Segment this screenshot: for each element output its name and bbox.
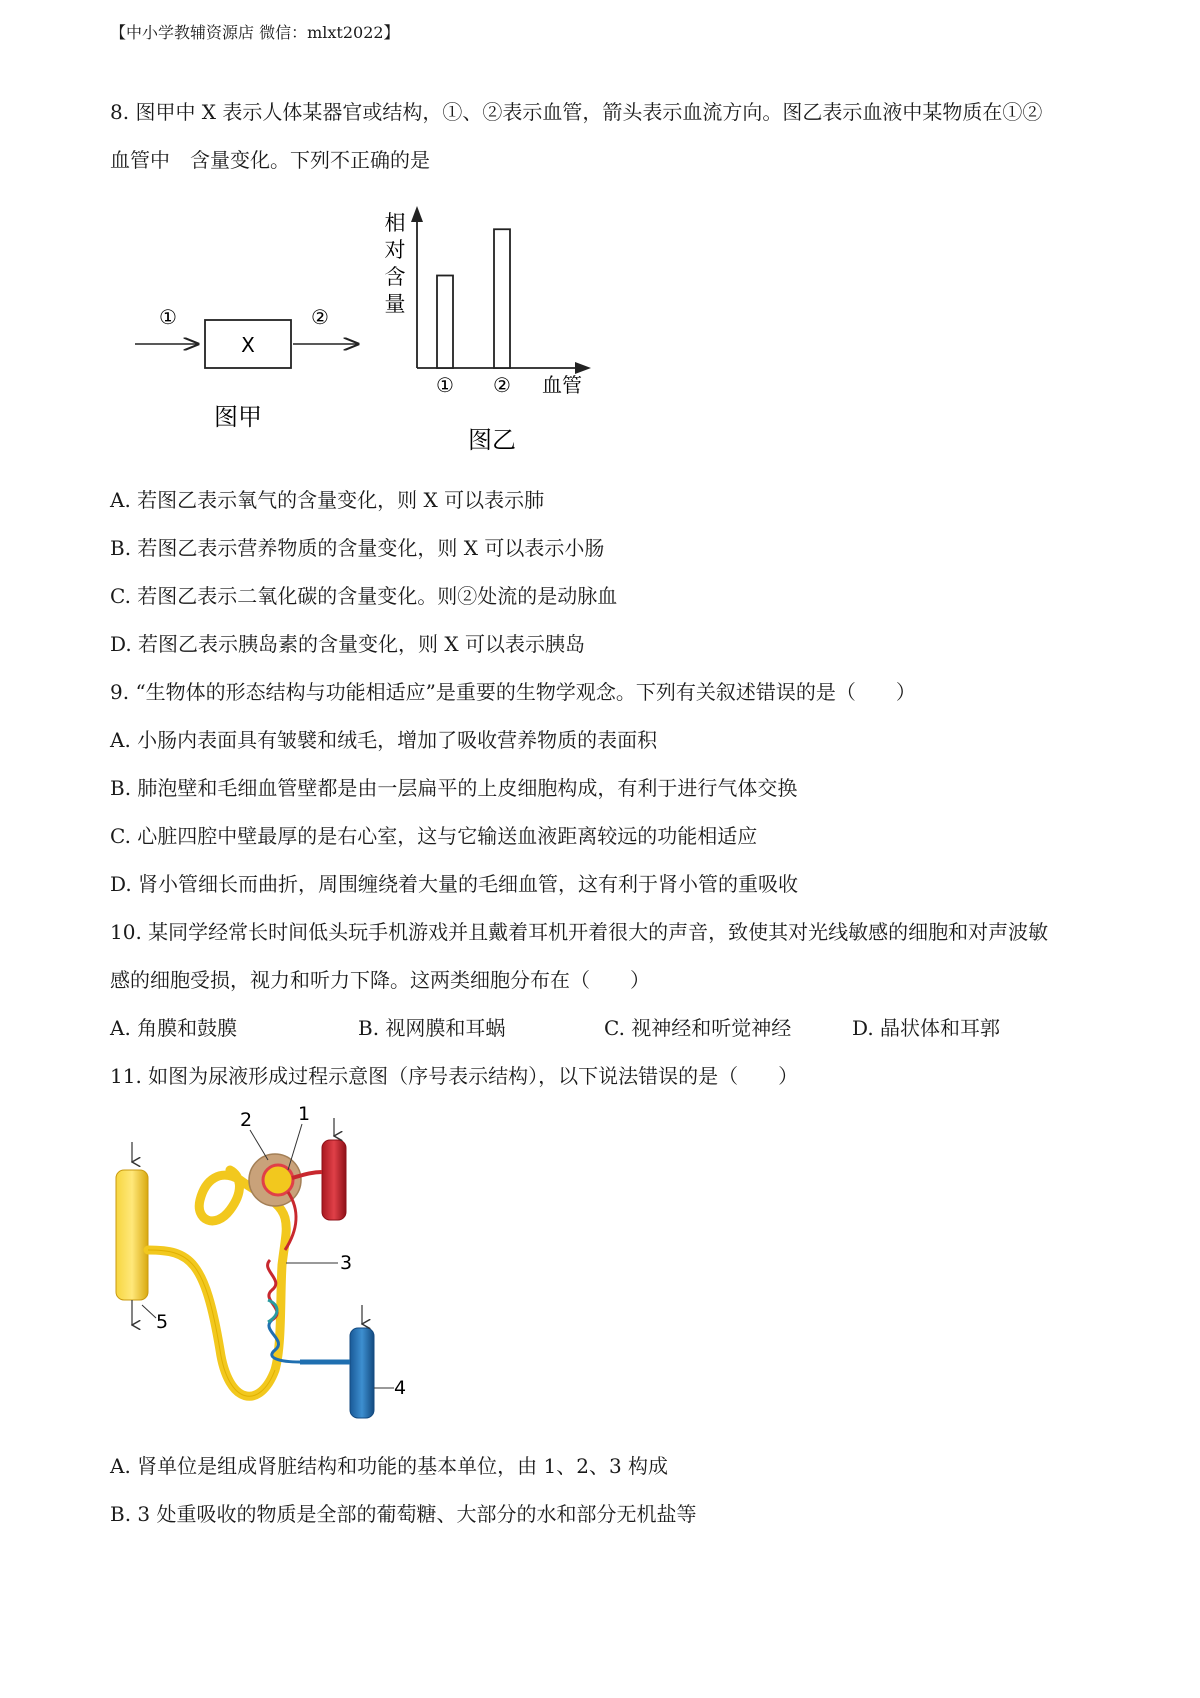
q11-stem: 11. 如图为尿液形成过程示意图（序号表示结构），以下说法错误的是（ ） bbox=[110, 1064, 799, 1088]
q8-figure-yi-chart bbox=[375, 200, 615, 460]
renal-vein bbox=[350, 1328, 374, 1418]
q9-stem: 9. “生物体的形态结构与功能相适应”是重要的生物学观念。下列有关叙述错误的是（ ） bbox=[110, 680, 916, 704]
label-4: 4 bbox=[393, 1377, 407, 1399]
q8-stem-line1: 8. 图甲中 X 表示人体某器官或结构，①、②表示血管，箭头表示血流方向。图乙表示血液中某物质在①② bbox=[110, 100, 1043, 124]
q9-option-c[interactable]: C. 心脏四腔中壁最厚的是右心室，这与它输送血液距离较远的功能相适应 bbox=[110, 824, 758, 848]
q11-option-a[interactable]: A. 肾单位是组成肾脏结构和功能的基本单位，由 1、2、3 构成 bbox=[110, 1454, 669, 1478]
label-vessel-2: ② bbox=[311, 305, 329, 329]
q10-stem-line2: 感的细胞受损，视力和听力下降。这两类细胞分布在（ ） bbox=[110, 968, 650, 992]
label-vessel-1: ① bbox=[159, 305, 177, 329]
label-x: X bbox=[241, 333, 255, 357]
y-label-char: 含 bbox=[384, 265, 406, 289]
y-label-char: 相 bbox=[384, 211, 406, 235]
q9-option-a[interactable]: A. 小肠内表面具有皱襞和绒毛，增加了吸收营养物质的表面积 bbox=[110, 728, 658, 752]
q8-option-a[interactable]: A. 若图乙表示氧气的含量变化，则 X 可以表示肺 bbox=[110, 488, 545, 512]
q10-option-a[interactable]: A. 角膜和鼓膜 bbox=[110, 1016, 238, 1040]
caption-jia: 图甲 bbox=[214, 403, 262, 431]
x-tick-label: ② bbox=[493, 373, 511, 397]
label-2: 2 bbox=[239, 1109, 253, 1131]
label-5: 5 bbox=[155, 1311, 169, 1333]
q8-figure-jia bbox=[120, 280, 380, 450]
q10-option-b[interactable]: B. 视网膜和耳蜗 bbox=[358, 1016, 506, 1040]
y-label-char: 对 bbox=[384, 238, 406, 262]
y-label-char: 量 bbox=[384, 292, 406, 316]
q9-option-b[interactable]: B. 肺泡壁和毛细血管壁都是由一层扁平的上皮细胞构成，有利于进行气体交换 bbox=[110, 776, 798, 800]
bar-vessel-2 bbox=[494, 229, 510, 368]
renal-artery bbox=[322, 1140, 346, 1220]
q10-option-c[interactable]: C. 视神经和听觉神经 bbox=[604, 1016, 792, 1040]
q11-option-b[interactable]: B. 3 处重吸收的物质是全部的葡萄糖、大部分的水和部分无机盐等 bbox=[110, 1502, 697, 1526]
label-3: 3 bbox=[339, 1252, 353, 1274]
q8-option-d[interactable]: D. 若图乙表示胰岛素的含量变化，则 X 可以表示胰岛 bbox=[110, 632, 585, 656]
q8-option-b[interactable]: B. 若图乙表示营养物质的含量变化，则 X 可以表示小肠 bbox=[110, 536, 605, 560]
leader-2 bbox=[250, 1130, 268, 1160]
label-1: 1 bbox=[297, 1103, 311, 1125]
q8-option-c[interactable]: C. 若图乙表示二氧化碳的含量变化。则②处流的是动脉血 bbox=[110, 584, 618, 608]
x-tick-label: ① bbox=[436, 373, 454, 397]
caption-yi: 图乙 bbox=[468, 426, 516, 454]
x-axis-label: 血管 bbox=[542, 373, 582, 397]
q11-nephron-figure bbox=[110, 1100, 450, 1430]
q9-option-d[interactable]: D. 肾小管细长而曲折，周围缠绕着大量的毛细血管，这有利于肾小管的重吸收 bbox=[110, 872, 799, 896]
q8-stem-line2: 血管中 含量变化。下列不正确的是 bbox=[110, 148, 430, 172]
collecting-duct bbox=[116, 1170, 148, 1300]
y-axis-arrowhead bbox=[411, 206, 423, 222]
bar-vessel-1 bbox=[437, 276, 453, 369]
q10-stem-line1: 10. 某同学经常长时间低头玩手机游戏并且戴着耳机开着很大的声音，致使其对光线敏感的细胞和对声波敏 bbox=[110, 920, 1049, 944]
q10-option-d[interactable]: D. 晶状体和耳郭 bbox=[852, 1016, 1001, 1040]
page-header: 【中小学教辅资源店 微信：mlxt2022】 bbox=[110, 23, 400, 42]
leader-5 bbox=[142, 1305, 156, 1318]
